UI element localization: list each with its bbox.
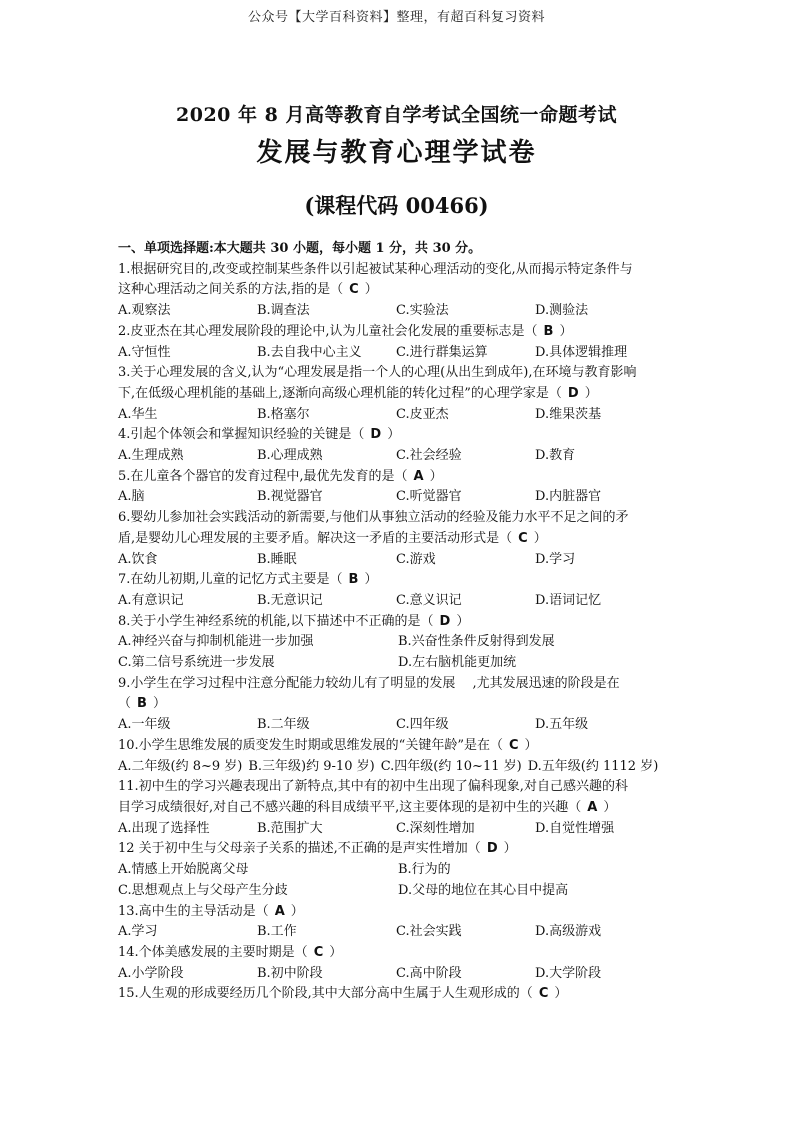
answer-letter: C [538,986,549,1002]
question-item [118,839,678,901]
answer-close-paren: ） [524,737,538,753]
question-stem-text: 9.小学生在学习过程中注意分配能力较幼儿有了明显的发展 ,尤其发展迅速的阶段是在 [118,675,620,691]
option-item: C.游戏 [396,551,436,567]
options-row [118,405,678,426]
question-list [118,239,678,1005]
question-item [118,425,678,466]
options-row [118,591,678,612]
answer-letter: C [313,944,324,960]
options-row [118,715,678,736]
answer-letter: D [370,427,382,443]
option-item: C.皮亚杰 [396,406,449,422]
question-item [118,322,678,363]
option-item: D.教育 [535,448,576,464]
option-item: D.测验法 [535,303,589,319]
answer-close-paren: ） [429,468,443,484]
option-item: C.思想观点上与父母产生分歧 [118,882,288,898]
question-item [118,777,678,839]
question-stem-text: 下,在低级心理机能的基础上,逐渐向高级心理机能的转化过程”的心理学家是（ [118,385,562,401]
question-stem-line [118,508,678,529]
question-stem-line [118,943,678,964]
options-row [118,819,678,840]
answer-letter: D [486,841,498,857]
option-item: B.格塞尔 [257,406,310,422]
answer-letter: D [439,613,451,629]
options-row [118,487,678,508]
question-stem-line [118,736,678,757]
question-stem-line [118,425,678,446]
question-stem-line [118,798,678,819]
question-stem-text: 目学习成绩很好,对自己不感兴趣的科目成绩平平,这主要体现的是初中生的兴趣（ [118,799,582,815]
answer-close-paren: ） [554,986,568,1002]
question-stem-line [118,467,678,488]
question-stem-text: （ [118,696,132,712]
question-item [118,902,678,943]
option-item: A.学习 [118,924,158,940]
answer-letter: B [348,572,359,588]
question-stem-line [118,260,678,281]
options-row [118,301,678,322]
question-stem-line [118,902,678,923]
options-row [118,632,678,673]
answer-letter: A [413,468,424,484]
question-stem-text: 13.高中生的主导活动是（ [118,903,269,919]
option-item: D.自觉性增强 [535,820,615,836]
option-item: C.高中阶段 [396,965,462,981]
paper-title: 发展与教育心理学试卷 [256,138,537,168]
options-row [118,922,678,943]
question-item [118,612,678,674]
option-item: A.情感上开始脱离父母 [118,862,249,878]
answer-close-paren: ） [364,572,378,588]
answer-letter: B [543,323,554,339]
option-item: B.心理成熟 [257,448,323,464]
answer-letter: D [567,385,579,401]
question-item [118,570,678,611]
answer-close-paren: ） [584,385,598,401]
option-item: C.社会经验 [396,448,462,464]
option-item: D.左右脑机能更加统 [398,655,517,671]
option-item: B.工作 [257,924,297,940]
question-stem-text: 10.小学生思维发展的质变发生时期或思维发展的“关键年龄”是在（ [118,737,503,753]
options-row [118,964,678,985]
option-item: D.五年级 [535,717,589,733]
option-item: B.无意识记 [257,592,323,608]
option-item: C.第二信号系统进一步发展 [118,655,275,671]
question-stem-line [118,839,678,860]
answer-letter: B [137,696,147,712]
header-note: 公众号【大学百科资料】整理，有超百科复习资料 [247,10,545,25]
answer-close-paren: ） [152,696,166,712]
question-stem-line [118,777,678,798]
question-stem-text: 这种心理活动之间关系的方法,指的是（ [118,282,344,298]
question-stem-text: 盾,是婴幼儿心理发展的主要矛盾。解决这一矛盾的主要活动形式是（ [118,530,513,546]
question-item [118,467,678,508]
answer-letter: C [508,737,519,753]
question-stem-text: 12 关于初中生与父母亲子关系的描述,不正确的是声实性增加（ [118,841,481,857]
question-item [118,260,678,322]
question-stem-text: 6.婴幼儿参加社会实践活动的新需要,与他们从事独立活动的经验及能力水平不足之间的矛 [118,510,629,526]
option-item: A.饮食 [118,551,158,567]
option-item: B.去自我中心主义 [257,344,362,360]
question-stem-line [118,384,678,405]
answer-letter: A [274,903,285,919]
option-item: B.三年级)约 9-10 岁) [248,758,375,774]
options-row [118,343,678,364]
options-row [118,550,678,571]
option-item: D.语词记忆 [535,592,602,608]
option-item: B.兴奋性条件反射得到发展 [398,634,555,650]
question-stem-text: 11.初中生的学习兴趣表现出了新特点,其中有的初中生出现了偏科现象,对自己感兴趣的科 [118,779,628,795]
option-item: A.小学阶段 [118,965,184,981]
question-stem-text: 5.在儿童各个器官的发育过程中,最优先发育的是（ [118,468,408,484]
option-item: A.一年级 [118,717,171,733]
options-row [118,757,678,778]
question-stem-text: 1.根据研究目的,改变或控制某些条件以引起被试某种心理活动的变化,从而揭示特定条件与 [118,261,633,277]
questions-container [118,260,678,1005]
option-item: B.初中阶段 [257,965,323,981]
option-item: B.调查法 [257,303,310,319]
answer-close-paren: ） [533,530,547,546]
option-item: B.视觉器官 [257,489,323,505]
option-item: B.睡眠 [257,551,297,567]
question-stem-text: 4.引起个体领会和掌握知识经验的关键是（ [118,427,365,443]
section-title: 一、单项选择题:本大题共 30 小题，每小题 1 分，共 30 分。 [118,241,482,256]
option-item: D.具体逻辑推理 [535,344,628,360]
question-item [118,508,678,570]
option-item: B.二年级 [257,717,310,733]
option-item: D.大学阶段 [535,965,602,981]
question-item [118,363,678,425]
option-item: B.范围扩大 [257,820,323,836]
answer-close-paren: ） [559,323,573,339]
question-stem-line [118,280,678,301]
option-item: A.有意识记 [118,592,184,608]
question-stem-text: 14.个体美感发展的主要时期是（ [118,944,308,960]
question-stem-line [118,694,678,715]
option-item: C.意义识记 [396,592,462,608]
question-stem-text: 7.在幼儿初期,儿童的记忆方式主要是（ [118,572,343,588]
option-item: D.父母的地位在其心目中提高 [398,882,569,898]
answer-letter: C [518,530,528,546]
answer-close-paren: ） [503,841,517,857]
answer-close-paren: ） [387,427,401,443]
option-item: D.维果茨基 [535,406,602,422]
answer-letter: C [349,282,359,298]
option-item: A.脑 [118,489,145,505]
option-item: D.学习 [535,551,576,567]
answer-letter: A [587,799,598,815]
answer-close-paren: ） [364,282,378,298]
options-row [118,446,678,467]
question-item [118,984,678,1005]
option-item: B.行为的 [398,862,451,878]
exam-title: 2020 年 8 月高等教育自学考试全国统一命题考试 [176,104,617,126]
option-item: C.四年级 [396,717,449,733]
option-item: C.社会实践 [396,924,462,940]
question-stem-line [118,363,678,384]
option-item: A.出现了选择性 [118,820,210,836]
option-item: A.守恒性 [118,344,171,360]
question-stem-line [118,322,678,343]
option-item: A.二年级(约 8~9 岁) [118,758,243,774]
question-item [118,943,678,984]
option-item: A.观察法 [118,303,171,319]
option-item: C.进行群集运算 [396,344,488,360]
question-stem-line [118,984,678,1005]
question-item [118,736,678,777]
question-stem-line [118,570,678,591]
question-stem-text: 3.关于心理发展的含义,认为“心理发展是指一个人的心理(从出生到成年),在环境与教育影响 [118,365,637,381]
option-item: A.神经兴奋与抑制机能进一步加强 [118,634,314,650]
option-item: C.实验法 [396,303,449,319]
question-stem-text: 2.皮亚杰在其心理发展阶段的理论中,认为儿童社会化发展的重要标志是（ [118,323,538,339]
question-stem-line [118,612,678,633]
answer-close-paren: ） [290,903,304,919]
answer-close-paren: ） [329,944,343,960]
question-stem-line [118,529,678,550]
course-code: (课程代码 00466) [304,193,489,218]
option-item: C.听觉器官 [396,489,462,505]
question-stem-text: 15.人生观的形成要经历几个阶段,其中大部分高中生属于人生观形成的（ [118,986,533,1002]
question-stem-line [118,674,678,695]
question-item [118,674,678,736]
option-item: A.生理成熟 [118,448,184,464]
options-row [118,860,678,901]
option-item: C.四年级(约 10~11 岁) [380,758,522,774]
option-item: A.华生 [118,406,158,422]
option-item: C.深刻性增加 [396,820,475,836]
answer-close-paren: ） [456,613,470,629]
option-item: D.高级游戏 [535,924,602,940]
option-item: D.五年级(约 1112 岁) [527,758,659,774]
answer-close-paren: ） [603,799,617,815]
option-item: D.内脏器官 [535,489,602,505]
question-stem-text: 8.关于小学生神经系统的机能,以下描述中不正确的是（ [118,613,434,629]
